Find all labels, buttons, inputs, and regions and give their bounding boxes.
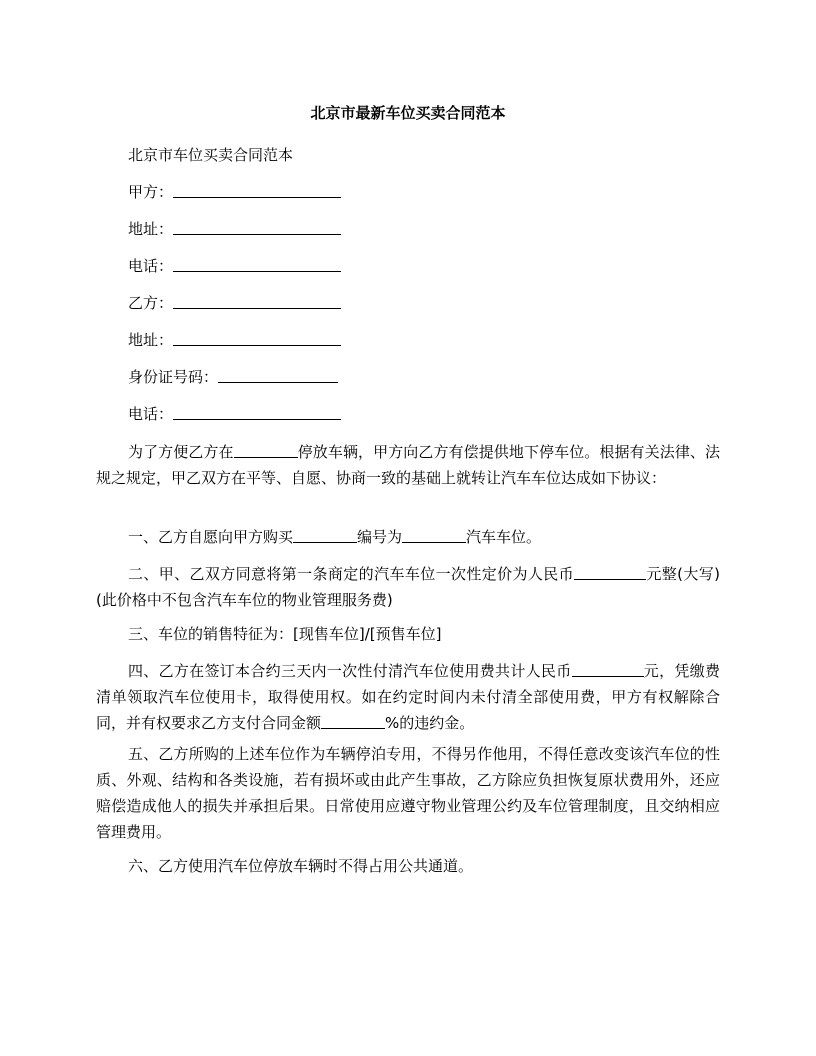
preamble-text-b: 停放车辆，甲方向乙方有偿提供地下停车位。根据有关法律、法规之规定，甲乙双方在平等、自愿、协商一致的基础上就转让汽车车位达成如下协议： <box>96 443 720 487</box>
party-b-address-line <box>128 328 341 352</box>
clause-2-price-blank[interactable] <box>574 578 646 580</box>
parking-location-blank[interactable] <box>234 456 298 458</box>
party-a-address-label: 地址： <box>128 220 174 238</box>
party-b-phone-blank[interactable] <box>173 418 341 420</box>
clause-2 <box>96 561 720 613</box>
clause-2-text-a: 二、甲、乙双方同意将第一条商定的汽车车位一次性定价为人民币 <box>128 565 574 583</box>
party-b-id-line <box>128 365 338 389</box>
party-a-address-line <box>128 217 341 241</box>
clause-2-text-b: 元整(大写)(此价格中不包含汽车车位的物业管理服务费) <box>96 565 720 609</box>
party-b-id-blank[interactable] <box>218 381 338 383</box>
party-a-phone-blank[interactable] <box>173 270 341 272</box>
clause-3: 三、车位的销售特征为：[现售车位]/[预售车位] <box>128 625 442 643</box>
clause-1-text-b: 编号为 <box>357 528 403 546</box>
clause-6: 六、乙方使用汽车位停放车辆时不得占用公共通道。 <box>128 857 474 875</box>
document-title: 北京市最新车位买卖合同范本 <box>310 104 506 122</box>
clause-4-text-c: %的违约金。 <box>385 714 475 732</box>
party-b-label: 乙方： <box>128 294 174 312</box>
clause-1-text-c: 汽车车位。 <box>466 528 542 546</box>
party-a-address-blank[interactable] <box>173 233 341 235</box>
party-a-label: 甲方： <box>128 183 174 201</box>
party-b-address-label: 地址： <box>128 331 174 349</box>
preamble-text-a: 为了方便乙方在 <box>128 443 234 461</box>
clause-4 <box>96 658 720 736</box>
party-a-line <box>128 180 341 204</box>
clause-4-fee-blank[interactable] <box>572 675 644 677</box>
clause-4-text-b: 元，凭缴费清单领取汽车位使用卡，取得使用权。如在约定时间内未付清全部使用费，甲方有权解除合同，并有权要求乙方支付合同金额 <box>96 662 720 732</box>
party-a-phone-line <box>128 254 341 278</box>
document-subtitle: 北京市车位买卖合同范本 <box>128 146 294 164</box>
party-b-phone-label: 电话： <box>128 405 174 423</box>
preamble-paragraph <box>96 439 720 491</box>
clause-1-blank-a[interactable] <box>293 541 357 543</box>
party-b-blank[interactable] <box>173 307 341 309</box>
clause-1-blank-b[interactable] <box>402 541 466 543</box>
clause-4-text-a: 四、乙方在签订本合约三天内一次性付清汽车位使用费共计人民币 <box>128 662 572 680</box>
clause-5: 五、乙方所购的上述车位作为车辆停泊专用，不得另作他用，不得任意改变该汽车位的性质、外观、结构和各类设施，若有损坏或由此产生事故，乙方除应负担恢复原状费用外，还应赔偿造成他人的损失并承担后果。日常使用应遵守物业管理公约及车位管理制度，且交纳相应管理费用。 <box>96 745 720 841</box>
clause-1 <box>96 524 720 550</box>
party-b-id-label: 身份证号码： <box>128 368 219 386</box>
party-a-phone-label: 电话： <box>128 257 174 275</box>
clause-4-percent-blank[interactable] <box>321 727 385 729</box>
party-b-phone-line <box>128 402 341 426</box>
party-a-blank[interactable] <box>173 196 341 198</box>
party-b-address-blank[interactable] <box>173 344 341 346</box>
clause-1-text-a: 一、乙方自愿向甲方购买 <box>128 528 294 546</box>
party-b-line <box>128 291 341 315</box>
